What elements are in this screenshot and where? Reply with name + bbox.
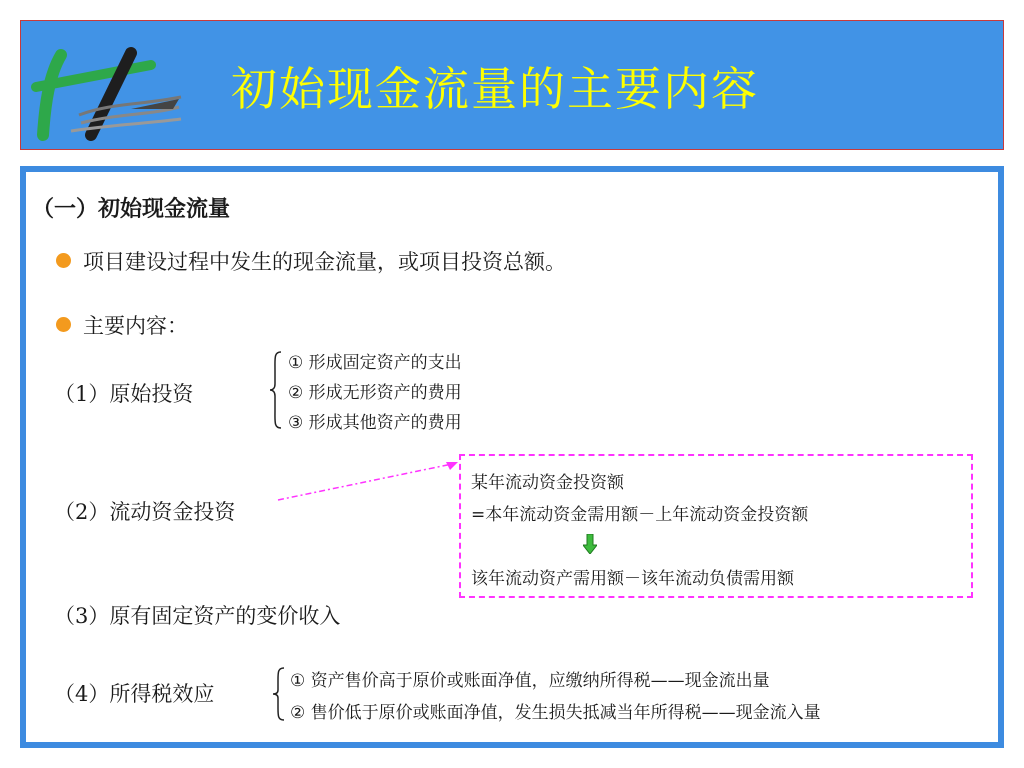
page-title: 初始现金流量的主要内容 xyxy=(231,62,759,116)
sub-item-intangible-assets: ② 形成无形资产的费用 xyxy=(288,383,462,403)
left-brace-icon xyxy=(269,350,283,430)
bullet-item-main-content: 主要内容： xyxy=(56,310,188,340)
sub-item-other-assets: ③ 形成其他资产的费用 xyxy=(288,413,462,433)
bullet-dot-icon xyxy=(56,317,71,332)
item-working-capital: （2）流动资金投资 xyxy=(54,500,236,524)
green-down-arrow-icon xyxy=(583,534,597,554)
section-heading: （一）初始现金流量 xyxy=(32,197,231,222)
formula-line-2: =本年流动资金需用额－上年流动资金投资额 xyxy=(471,505,809,525)
formula-line-1: 某年流动资金投资额 xyxy=(471,473,624,493)
working-capital-formula-box xyxy=(459,454,973,598)
item-salvage-income: （3）原有固定资产的变价收入 xyxy=(54,604,341,628)
sub-item-tax-outflow: ① 资产售价高于原价或账面净值，应缴纳所得税——现金流出量 xyxy=(290,671,770,691)
pointer-arrow-icon xyxy=(276,458,462,504)
item-tax-effect: （4）所得税效应 xyxy=(54,682,215,706)
content-panel xyxy=(20,166,1004,748)
sub-item-fixed-assets: ① 形成固定资产的支出 xyxy=(288,353,462,373)
sub-item-tax-inflow: ② 售价低于原价或账面净值，发生损失抵减当年所得税——现金流入量 xyxy=(290,703,821,723)
formula-line-3: 该年流动资产需用额－该年流动负债需用额 xyxy=(471,569,794,589)
title-banner xyxy=(20,20,1004,150)
item-original-investment: （1）原始投资 xyxy=(54,382,194,406)
bullet-dot-icon xyxy=(56,253,71,268)
left-brace-icon xyxy=(272,666,286,722)
bullet-item-definition: 项目建设过程中发生的现金流量，或项目投资总额。 xyxy=(56,246,566,276)
hz-pencil-logo-icon xyxy=(31,35,191,145)
